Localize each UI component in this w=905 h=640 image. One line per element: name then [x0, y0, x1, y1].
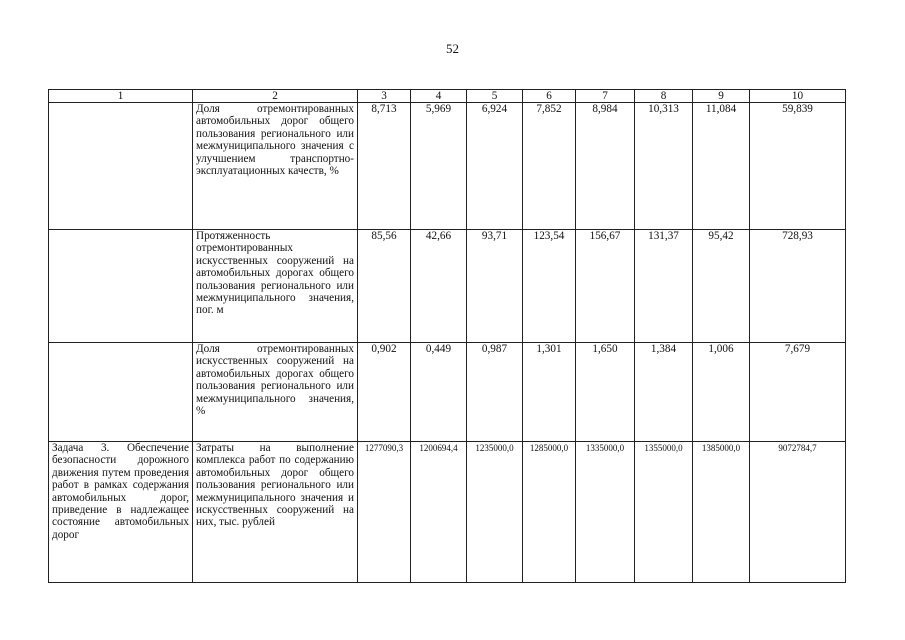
value-cell: 8,713 — [358, 103, 411, 230]
column-header: 6 — [523, 90, 576, 103]
column-header: 8 — [635, 90, 693, 103]
value-cell: 1,650 — [576, 343, 635, 442]
task-cell — [49, 230, 193, 343]
value-cell: 1285000,0 — [523, 442, 576, 583]
indicators-table — [48, 89, 846, 583]
column-header: 7 — [576, 90, 635, 103]
value-cell: 42,66 — [411, 230, 467, 343]
value-cell: 95,42 — [693, 230, 750, 343]
table-row — [49, 343, 846, 442]
column-header: 4 — [411, 90, 467, 103]
value-cell: 123,54 — [523, 230, 576, 343]
table-row — [49, 230, 846, 343]
total-cell: 7,679 — [750, 343, 846, 442]
value-cell: 131,37 — [635, 230, 693, 343]
value-cell: 10,313 — [635, 103, 693, 230]
total-cell: 728,93 — [750, 230, 846, 343]
value-cell: 0,987 — [467, 343, 523, 442]
table-header-row — [49, 90, 846, 103]
total-cell: 59,839 — [750, 103, 846, 230]
column-header: 5 — [467, 90, 523, 103]
value-cell: 1385000,0 — [693, 442, 750, 583]
table-row — [49, 442, 846, 583]
table-row — [49, 103, 846, 230]
indicator-cell: Доля отремонтированных автомобильных дорог общего пользования регионального или межмуниципального значения с улучшением транспортно-эксплуатационных качеств, % — [193, 103, 358, 230]
total-cell: 9072784,7 — [750, 442, 846, 583]
indicator-cell: Доля отремонтированных искусственных сооружений на автомобильных дорогах общего пользования регионального или межмуниципального значения, % — [193, 343, 358, 442]
column-header: 10 — [750, 90, 846, 103]
value-cell: 0,902 — [358, 343, 411, 442]
value-cell: 0,449 — [411, 343, 467, 442]
value-cell: 85,56 — [358, 230, 411, 343]
column-header: 1 — [49, 90, 193, 103]
value-cell: 1,384 — [635, 343, 693, 442]
value-cell: 156,67 — [576, 230, 635, 343]
value-cell: 1,301 — [523, 343, 576, 442]
value-cell: 7,852 — [523, 103, 576, 230]
task-cell — [49, 343, 193, 442]
value-cell: 1335000,0 — [576, 442, 635, 583]
value-cell: 1235000,0 — [467, 442, 523, 583]
value-cell: 1200694,4 — [411, 442, 467, 583]
page-number: 52 — [446, 41, 459, 56]
column-header: 3 — [358, 90, 411, 103]
value-cell: 1277090,3 — [358, 442, 411, 583]
column-header: 9 — [693, 90, 750, 103]
indicator-cell: Протяженность отремонтированных искусственных сооружений на автомобильных дорогах общего пользования регионального или межмуниципального значения, пог. м — [193, 230, 358, 343]
value-cell: 8,984 — [576, 103, 635, 230]
value-cell: 5,969 — [411, 103, 467, 230]
column-header: 2 — [193, 90, 358, 103]
value-cell: 1355000,0 — [635, 442, 693, 583]
indicator-cell: Затраты на выполнение комплекса работ по содержанию автомобильных дорог общего пользования регионального или межмуниципального значения и искусственных сооружений на них, тыс. рублей — [193, 442, 358, 583]
task-cell: Задача 3. Обеспечение безопасности дорожного движения путем проведения работ в рамках содержания автомобильных дорог, приведение в надлежащее состояние автомобильных дорог — [49, 442, 193, 583]
value-cell: 1,006 — [693, 343, 750, 442]
value-cell: 93,71 — [467, 230, 523, 343]
task-cell — [49, 103, 193, 230]
value-cell: 6,924 — [467, 103, 523, 230]
value-cell: 11,084 — [693, 103, 750, 230]
